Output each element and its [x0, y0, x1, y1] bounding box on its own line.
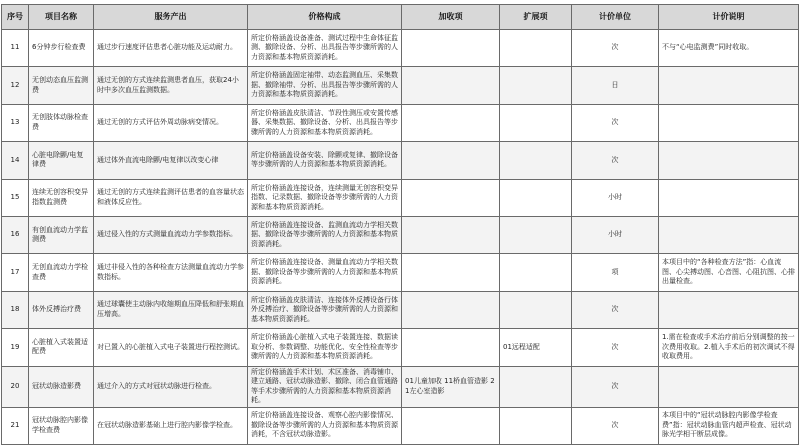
- cell-price: 所定价格涵盖皮肤清洁、节段性测压或安置传感器、采集数据、撤除设备、分析、出具报告等步骤所需的人力资源和基本物质资源消耗。: [248, 104, 402, 141]
- cell-note: [659, 291, 799, 328]
- table-row: [2, 216, 799, 253]
- cell-name: 无创血流动力学检查费: [29, 254, 94, 291]
- cell-extra: [402, 291, 500, 328]
- cell-output: 通过介入的方式对冠状动脉进行检查。: [94, 366, 248, 407]
- cell-output: 在冠状动脉造影基础上进行腔内影像学检查。: [94, 407, 248, 444]
- table-row: [2, 30, 799, 67]
- cell-ext: [500, 366, 572, 407]
- table-row: [2, 104, 799, 141]
- cell-name: 心脏植入式装置适配费: [29, 329, 94, 366]
- table-row: [2, 291, 799, 328]
- cell-name: 心脏电除颤/电复律费: [29, 142, 94, 179]
- cell-unit: 小时: [572, 216, 659, 253]
- table-row: [2, 329, 799, 366]
- cell-no: 18: [2, 291, 29, 328]
- table-row: [2, 67, 799, 104]
- col-header-ext: 扩展项: [500, 5, 572, 30]
- col-header-output: 服务产出: [94, 5, 248, 30]
- cell-no: 19: [2, 329, 29, 366]
- cell-price: 所定价格涵盖固定袖带、动态监测血压、采集数据、撤除袖带、分析、出具报告等步骤所需的人力资源和基本物质资源消耗。: [248, 67, 402, 104]
- cell-unit: 次: [572, 142, 659, 179]
- cell-output: 通过球囊使主动脉内收缩期血压降低和舒张期血压增高。: [94, 291, 248, 328]
- col-header-unit: 计价单位: [572, 5, 659, 30]
- cell-no: 11: [2, 30, 29, 67]
- cell-note: [659, 216, 799, 253]
- cell-price: 所定价格涵盖连接设备、监测血流动力学相关数据、撤除设备等步骤所需的人力资源和基本物质资源消耗。: [248, 216, 402, 253]
- header-row: [2, 5, 799, 30]
- cell-unit: 次: [572, 366, 659, 407]
- cell-note: 本项目中的“各种检查方法”指：心血流图、心尖搏动图、心音图、心阻抗图、心排出量检查。: [659, 254, 799, 291]
- cell-unit: 次: [572, 104, 659, 141]
- cell-ext: [500, 179, 572, 216]
- cell-price: 所定价格涵盖连接设备，连续测量无创容积变异指数、记录数据、撤除设备等步骤所需的人力资源和基本物质资源消耗。: [248, 179, 402, 216]
- cell-name: 有创血流动力学监测费: [29, 216, 94, 253]
- cell-price: 所定价格涵盖连接设备、观察心腔内影像情况、撤除设备等步骤所需的人力资源和基本物质资源消耗，不含冠状动脉造影。: [248, 407, 402, 444]
- cell-unit: 次: [572, 407, 659, 444]
- table-row: [2, 407, 799, 444]
- cell-note: [659, 104, 799, 141]
- cell-unit: 日: [572, 67, 659, 104]
- cell-name: 冠状动脉腔内影像学检查费: [29, 407, 94, 444]
- col-header-note: 计价说明: [659, 5, 799, 30]
- table-row: [2, 366, 799, 407]
- col-header-price: 价格构成: [248, 5, 402, 30]
- fee-table: [1, 4, 799, 445]
- cell-output: 通过体外直流电除颤/电复律以改变心律: [94, 142, 248, 179]
- cell-no: 16: [2, 216, 29, 253]
- cell-extra: [402, 67, 500, 104]
- cell-name: 冠状动脉造影费: [29, 366, 94, 407]
- cell-ext: 01远程适配: [500, 329, 572, 366]
- cell-no: 17: [2, 254, 29, 291]
- cell-note: [659, 179, 799, 216]
- cell-note: [659, 366, 799, 407]
- cell-no: 15: [2, 179, 29, 216]
- cell-no: 13: [2, 104, 29, 141]
- cell-ext: [500, 291, 572, 328]
- cell-ext: [500, 67, 572, 104]
- cell-extra: [402, 216, 500, 253]
- cell-ext: [500, 30, 572, 67]
- table-row: [2, 142, 799, 179]
- cell-output: 通过无创的方式连续监测评估患者的血容量状态和液体反应性。: [94, 179, 248, 216]
- cell-name: 无创肢体动脉检查费: [29, 104, 94, 141]
- cell-name: 无创动态血压监测费: [29, 67, 94, 104]
- table-row: [2, 254, 799, 291]
- cell-no: 20: [2, 366, 29, 407]
- cell-price: 所定价格涵盖手术计划、术区准备、消毒铺巾、建立通路、冠状动脉造影、撤除、闭合血管通路等手术步骤所需的人力资源和基本物质资源消耗。: [248, 366, 402, 407]
- cell-no: 14: [2, 142, 29, 179]
- cell-extra: [402, 142, 500, 179]
- cell-unit: 次: [572, 30, 659, 67]
- cell-price: 所定价格涵盖连接设备、测量血流动力学相关数据、撤除设备等步骤所需的人力资源和基本物质资源消耗。: [248, 254, 402, 291]
- cell-ext: [500, 254, 572, 291]
- cell-extra: 01儿童加收 11桥血管造影 21左心室造影: [402, 366, 500, 407]
- cell-no: 12: [2, 67, 29, 104]
- cell-output: 通过侵入性的方式测量血流动力学参数指标。: [94, 216, 248, 253]
- cell-note: [659, 67, 799, 104]
- cell-price: 所定价格涵盖设备安装、除颤或复律、撤除设备等步骤所需的人力资源和基本物质资源消耗。: [248, 142, 402, 179]
- cell-name: 连续无创容积变异指数监测费: [29, 179, 94, 216]
- cell-ext: [500, 407, 572, 444]
- cell-note: [659, 142, 799, 179]
- cell-extra: [402, 254, 500, 291]
- cell-ext: [500, 216, 572, 253]
- table-row: [2, 179, 799, 216]
- cell-output: 通过无创的方式连续监测患者血压，获取24小时中多次血压监测数据。: [94, 67, 248, 104]
- cell-output: 通过非侵入性的各种检查方法测量血流动力学参数指标。: [94, 254, 248, 291]
- cell-note: 1.需在检查或手术治疗前后分别调整的按一次费用收取。2.植入手术后的初次调试不得收取费用。: [659, 329, 799, 366]
- cell-unit: 次: [572, 291, 659, 328]
- cell-extra: [402, 407, 500, 444]
- cell-ext: [500, 104, 572, 141]
- cell-extra: [402, 329, 500, 366]
- cell-unit: 项: [572, 254, 659, 291]
- cell-unit: 小时: [572, 179, 659, 216]
- cell-output: 通过无创的方式评估外周动脉病变情况。: [94, 104, 248, 141]
- cell-extra: [402, 179, 500, 216]
- cell-extra: [402, 30, 500, 67]
- cell-note: 不与“心电监测费”同时收取。: [659, 30, 799, 67]
- col-header-no: 序号: [2, 5, 29, 30]
- cell-ext: [500, 142, 572, 179]
- cell-extra: [402, 104, 500, 141]
- cell-no: 21: [2, 407, 29, 444]
- cell-output: 通过步行速度评估患者心脏功能及运动耐力。: [94, 30, 248, 67]
- cell-unit: 次: [572, 329, 659, 366]
- cell-name: 体外反搏治疗费: [29, 291, 94, 328]
- col-header-name: 项目名称: [29, 5, 94, 30]
- col-header-extra: 加收项: [402, 5, 500, 30]
- cell-price: 所定价格涵盖心脏植入式电子装置连接、数据读取分析、参数调整、功能优化、安全性检查等步骤所需的人力资源和基本物质资源消耗。: [248, 329, 402, 366]
- cell-output: 对已置入的心脏植入式电子装置进行程控测试。: [94, 329, 248, 366]
- cell-name: 6分钟步行检查费: [29, 30, 94, 67]
- cell-price: 所定价格涵盖皮肤清洁、连接体外反搏设备行体外反搏治疗、撤除设备等步骤所需的人力资源和基本物质资源消耗。: [248, 291, 402, 328]
- cell-note: 本项目中的“冠状动脉腔内影像学检查费”指：冠状动脉血管内超声检查、冠状动脉光学相干断层成像。: [659, 407, 799, 444]
- cell-price: 所定价格涵盖设备准备、测试过程中生命体征监测、撤除设备、分析、出具报告等步骤所需的人力资源和基本物质资源消耗。: [248, 30, 402, 67]
